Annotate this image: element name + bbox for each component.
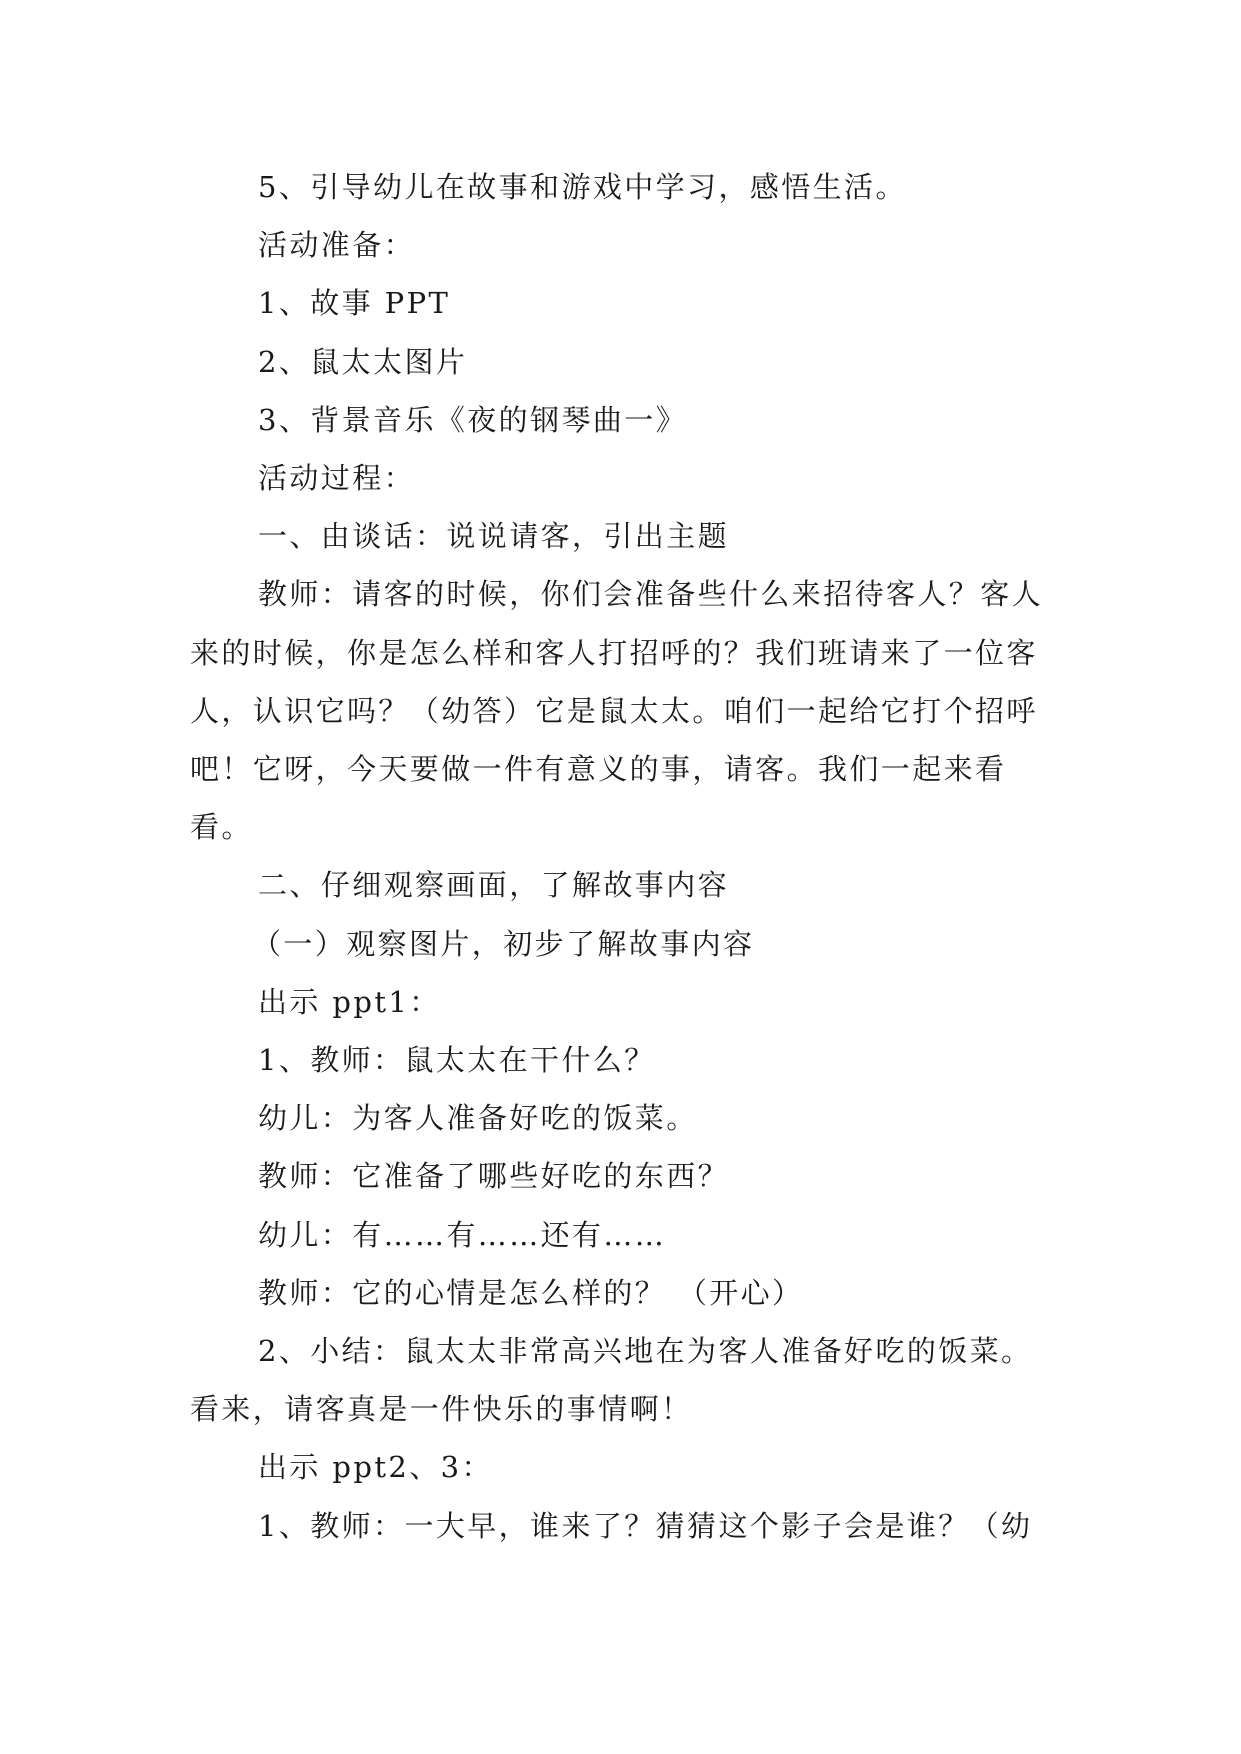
child-answer-2: 幼儿：有……有……还有…… [258, 1217, 667, 1252]
preparation-item-1: 1、故事 PPT [258, 286, 451, 321]
teacher-question-3: 教师：它的心情是怎么样的？ （开心） [258, 1275, 804, 1310]
heading-activity-preparation: 活动准备： [258, 228, 416, 263]
document-body [190, 158, 1052, 1555]
preparation-item-2: 2、鼠太太图片 [258, 344, 468, 379]
preparation-item-3: 3、背景音乐《夜的钢琴曲一》 [258, 402, 688, 437]
child-answer-1: 幼儿：为客人准备好吃的饭菜。 [258, 1101, 698, 1136]
heading-activity-process: 活动过程： [258, 461, 416, 496]
teacher-question-4: 1、教师：一大早，谁来了？猜猜这个影子会是谁？（幼 [258, 1508, 1033, 1543]
section-1-heading: 一、由谈话：说说请客，引出主题 [258, 519, 730, 554]
paragraph-teacher-intro: 教师：请客的时候，你们会准备些什么来招待客人？客人来的时候，你是怎么样和客人打招呼的？我们班请来了一位客人，认识它吗？（幼答）它是鼠太太。咱们一起给它打个招呼吧！它呀，今天要做一件有意义的事，请客。我们一起来看看。 [190, 577, 1044, 845]
show-ppt1: 出示 ppt1： [258, 984, 441, 1019]
paragraph-objective-5: 5、引导幼儿在故事和游戏中学习，感悟生活。 [258, 170, 907, 204]
show-ppt2-3: 出示 ppt2、3： [258, 1450, 493, 1485]
teacher-question-2: 教师：它准备了哪些好吃的东西？ [258, 1159, 730, 1194]
teacher-question-1: 1、教师：鼠太太在干什么？ [258, 1043, 656, 1078]
section-2-heading: 二、仔细观察画面，了解故事内容 [258, 868, 730, 903]
subsection-1-heading: （一）观察图片，初步了解故事内容 [252, 926, 755, 961]
summary-paragraph: 2、小结：鼠太太非常高兴地在为客人准备好吃的饭菜。看来，请客真是一件快乐的事情啊！ [190, 1334, 1033, 1427]
